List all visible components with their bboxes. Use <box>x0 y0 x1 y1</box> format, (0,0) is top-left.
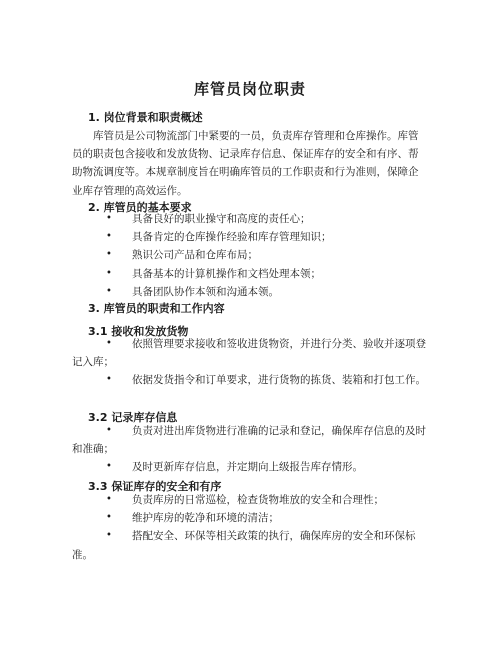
bullet-icon: • <box>106 338 112 349</box>
safety-order-list <box>72 491 427 564</box>
section-heading-2: 2. 库管员的基本要求 <box>88 201 192 214</box>
bullet-icon: • <box>106 285 112 297</box>
list-item: • 具备肯定的仓库操作经验和库存管理知识； <box>72 228 427 246</box>
list-item: • 具备基本的计算机操作和文档处理本领； <box>72 265 427 283</box>
bullet-icon: • <box>106 530 112 542</box>
requirements-list <box>72 210 427 301</box>
section-heading-3-2: 3.2 记录库存信息 <box>88 411 178 424</box>
bullet-icon: • <box>106 213 112 224</box>
list-item: • 具备团队协作本领和沟通本领。 <box>72 283 427 301</box>
list-item: • 负责对进出库货物进行准确的记录和登记，确保库存信息的及时和准确； <box>72 422 427 458</box>
bullet-icon: • <box>106 494 112 505</box>
section-1-paragraph: 库管员是公司物流部门中紧要的一员，负责库存管理和仓库操作。库管员的职责包含接收和发放货物、记录库存信息、保证库存的安全和有序、帮助物流调度等。本规章制度旨在明确库管员的工作职责和行为准则，保障企业库存管理的高效运作。 <box>72 130 419 197</box>
section-heading-3: 3. 库管员的职责和工作内容 <box>88 302 225 315</box>
list-item: • 及时更新库存信息，并定期向上级报告库存情形。 <box>72 458 427 476</box>
list-item: • 依据发货指令和订单要求，进行货物的拣货、装箱和打包工作。 <box>72 371 427 389</box>
receive-dispatch-list <box>72 335 427 390</box>
bullet-icon: • <box>106 267 112 279</box>
list-item: • 维护库房的乾净和环境的清洁； <box>72 509 427 527</box>
section-heading-1: 1. 岗位背景和职责概述 <box>88 111 203 124</box>
document-title: 库管员岗位职责 <box>193 80 306 98</box>
bullet-icon: • <box>106 512 112 524</box>
bullet-icon: • <box>106 249 112 261</box>
bullet-icon: • <box>106 374 112 386</box>
inventory-record-list <box>72 422 427 477</box>
list-item: • 依照管理要求接收和签收进货物资，并进行分类、验收并逐项登记入库； <box>72 335 427 371</box>
list-item: • 负责库房的日常巡检，检查货物堆放的安全和合理性； <box>72 491 427 509</box>
section-heading-3-1: 3.1 接收和发放货物 <box>88 325 189 338</box>
list-item: • 搭配安全、环保等相关政策的执行，确保库房的安全和环保标准。 <box>72 527 427 563</box>
bullet-icon: • <box>106 461 112 473</box>
list-item: • 具备良好的职业操守和高度的责任心； <box>72 210 427 228</box>
list-item: • 熟识公司产品和仓库布局； <box>72 246 427 264</box>
section-heading-3-3: 3.3 保证库存的安全和有序 <box>88 480 222 493</box>
bullet-icon: • <box>106 231 112 243</box>
bullet-icon: • <box>106 425 112 436</box>
